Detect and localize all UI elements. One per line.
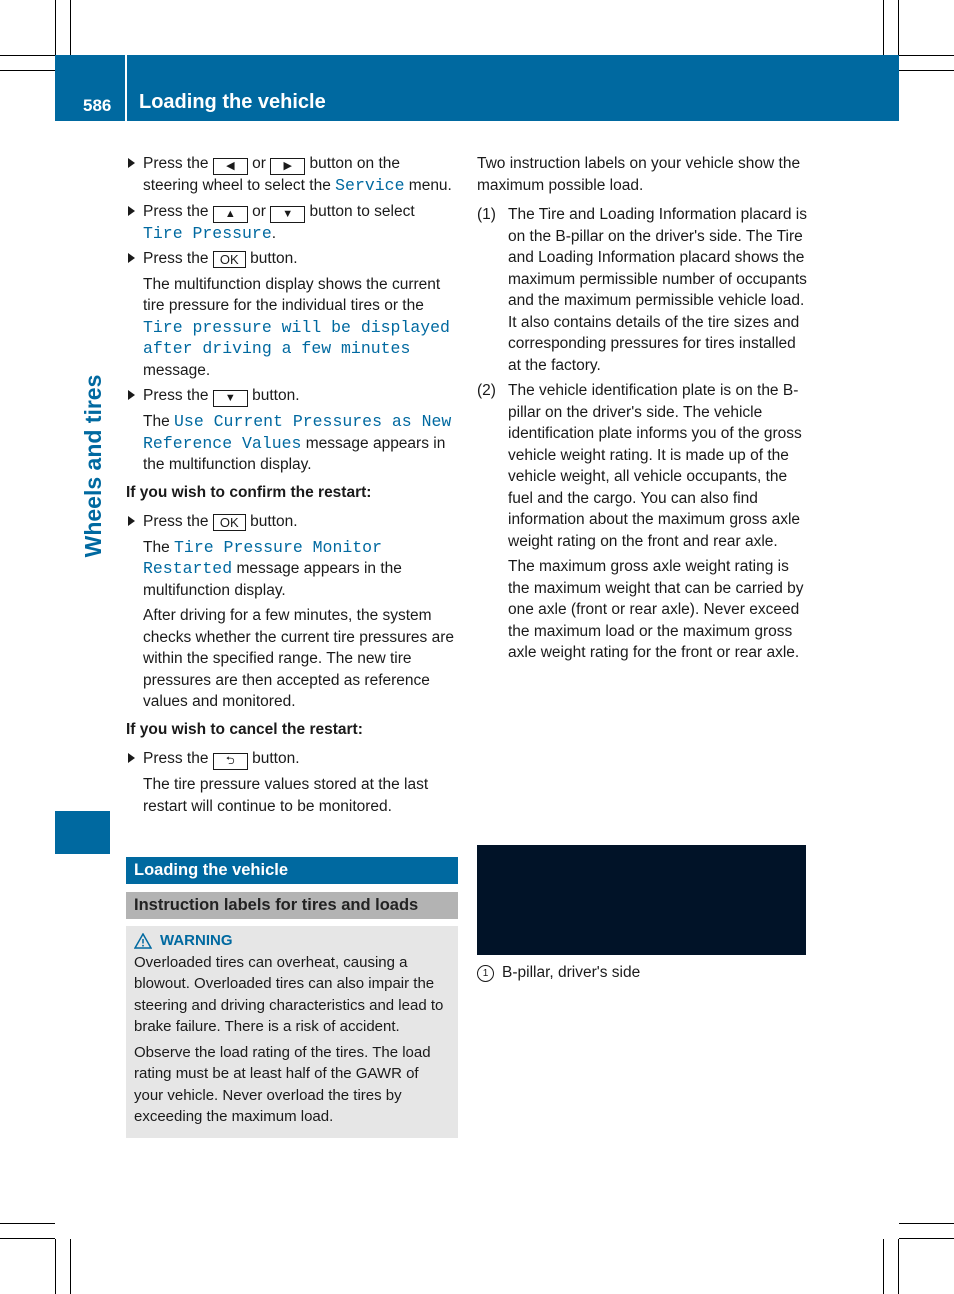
crop-mark <box>899 70 954 71</box>
subsection-title: Instruction labels for tires and loads <box>126 892 458 919</box>
crop-mark <box>0 70 55 71</box>
step-item: Press the ▲ or ▼ button to select Tire Pressure. <box>126 201 458 245</box>
crop-mark <box>70 1239 71 1294</box>
step-item: Press the OK button. The multifunction display shows the current tire pressure for the individual tires or the Tire pressure will be displayed after driving a few minutes message. <box>126 248 458 381</box>
item-number: (2) <box>477 382 496 399</box>
intro-text: Two instruction labels on your vehicle show the maximum possible load. <box>477 155 801 194</box>
page-number: 586 <box>83 96 112 115</box>
warning-triangle-icon <box>134 933 152 949</box>
crop-mark <box>883 1239 884 1294</box>
crop-mark <box>55 0 56 55</box>
crop-mark <box>0 1238 55 1239</box>
down-arrow-key-icon: ▼ <box>270 206 305 223</box>
warning-text: Observe the load rating of the tires. The load rating must be at least half of the GAWR of your vehicle. Never overload the tires by exceeding the maximum load. <box>134 1043 431 1125</box>
left-arrow-key-icon: ◀ <box>213 158 248 175</box>
step-arrow-icon <box>128 206 135 216</box>
section-title: Loading the vehicle <box>126 857 458 884</box>
page-title: Loading the vehicle <box>139 91 326 113</box>
side-tab <box>55 121 110 811</box>
crop-mark <box>0 55 55 56</box>
step-arrow-icon <box>128 253 135 263</box>
callout-number: 1 <box>477 965 494 982</box>
display-message: Tire Pressure Monitor Restarted <box>143 537 382 578</box>
down-arrow-key-icon: ▼ <box>213 390 248 407</box>
right-column <box>477 153 809 668</box>
step-item: Press the ▼ button. The Use Current Pressures as New Reference Values message appears in the multifunction display. <box>126 385 458 476</box>
display-message: Tire pressure will be displayed after driving a few minutes <box>143 317 450 358</box>
ok-key-icon: OK <box>213 251 246 268</box>
item-number: (1) <box>477 206 496 223</box>
numbered-item: (2) The vehicle identification plate is on the B-pillar on the driver's side. The vehicle identification plate informs you of the gross vehicle weight rating. It is made up of the vehicle weight, all vehicle occupants, the fuel and the cargo. You can also find information about the maximum gross axle weight rating on the front and rear axle. The maximum gross axle weight rating is the maximum weight that can be carried by one axle (front or rear axle). Never exceed the maximum load or the maximum gross axle weight rating for the front or rear axle. <box>477 382 804 661</box>
back-key-icon: ⮌ <box>213 753 248 770</box>
caption-text: B-pillar, driver's side <box>502 964 641 981</box>
step-arrow-icon <box>128 390 135 400</box>
ok-key-icon: OK <box>213 514 246 531</box>
crop-mark <box>70 0 71 55</box>
numbered-item: (1) The Tire and Loading Information placard is on the B-pillar on the driver's side. The Tire and Loading Information placard shows the maximum permissible number of occupants and the maximum permissible vehicle load. It also contains details of the tire sizes and corresponding pressures for tires installed at the factory. <box>477 206 807 374</box>
crop-mark <box>898 1239 899 1294</box>
left-column <box>126 153 458 1138</box>
crop-mark <box>898 0 899 55</box>
crop-mark <box>883 0 884 55</box>
step-item: Press the ◀ or ▶ button on the steering wheel to select the Service menu. <box>126 153 458 197</box>
crop-mark <box>899 1238 954 1239</box>
warning-text: Overloaded tires can overheat, causing a blowout. Overloaded tires can also impair the steering and driving characteristics and lead to brake failure. There is a risk of accident. <box>134 953 444 1035</box>
step-arrow-icon <box>128 158 135 168</box>
menu-name: Service <box>335 176 405 195</box>
cancel-heading: If you wish to cancel the restart: <box>126 720 363 738</box>
right-arrow-key-icon: ▶ <box>270 158 305 175</box>
warning-label: WARNING <box>160 932 233 949</box>
image-caption <box>477 962 640 984</box>
crop-mark <box>899 1223 954 1224</box>
crop-mark <box>899 55 954 56</box>
crop-mark <box>0 1223 55 1224</box>
step-item: Press the OK button. The Tire Pressure Monitor Restarted message appears in the multifunction display. After driving for a few minutes, the system checks whether the current tire pressures are within the specified range. The new tire pressures are then accepted as reference values and monitored. <box>126 511 458 713</box>
display-message: Use Current Pressures as New Reference Values <box>143 412 452 453</box>
confirm-heading: If you wish to confirm the restart: <box>126 483 372 501</box>
menu-name: Tire Pressure <box>143 223 272 243</box>
b-pillar-image <box>477 845 806 955</box>
step-arrow-icon <box>128 753 135 763</box>
header-divider <box>125 55 127 121</box>
up-arrow-key-icon: ▲ <box>213 206 248 223</box>
step-item: Press the ⮌ button. The tire pressure values stored at the last restart will continue to be monitored. <box>126 748 458 817</box>
page-header <box>55 55 899 121</box>
warning-box <box>126 926 458 1138</box>
side-tab-marker <box>55 811 110 854</box>
side-tab-label: Wheels and tires <box>79 374 106 558</box>
crop-mark <box>55 1239 56 1294</box>
step-arrow-icon <box>128 516 135 526</box>
